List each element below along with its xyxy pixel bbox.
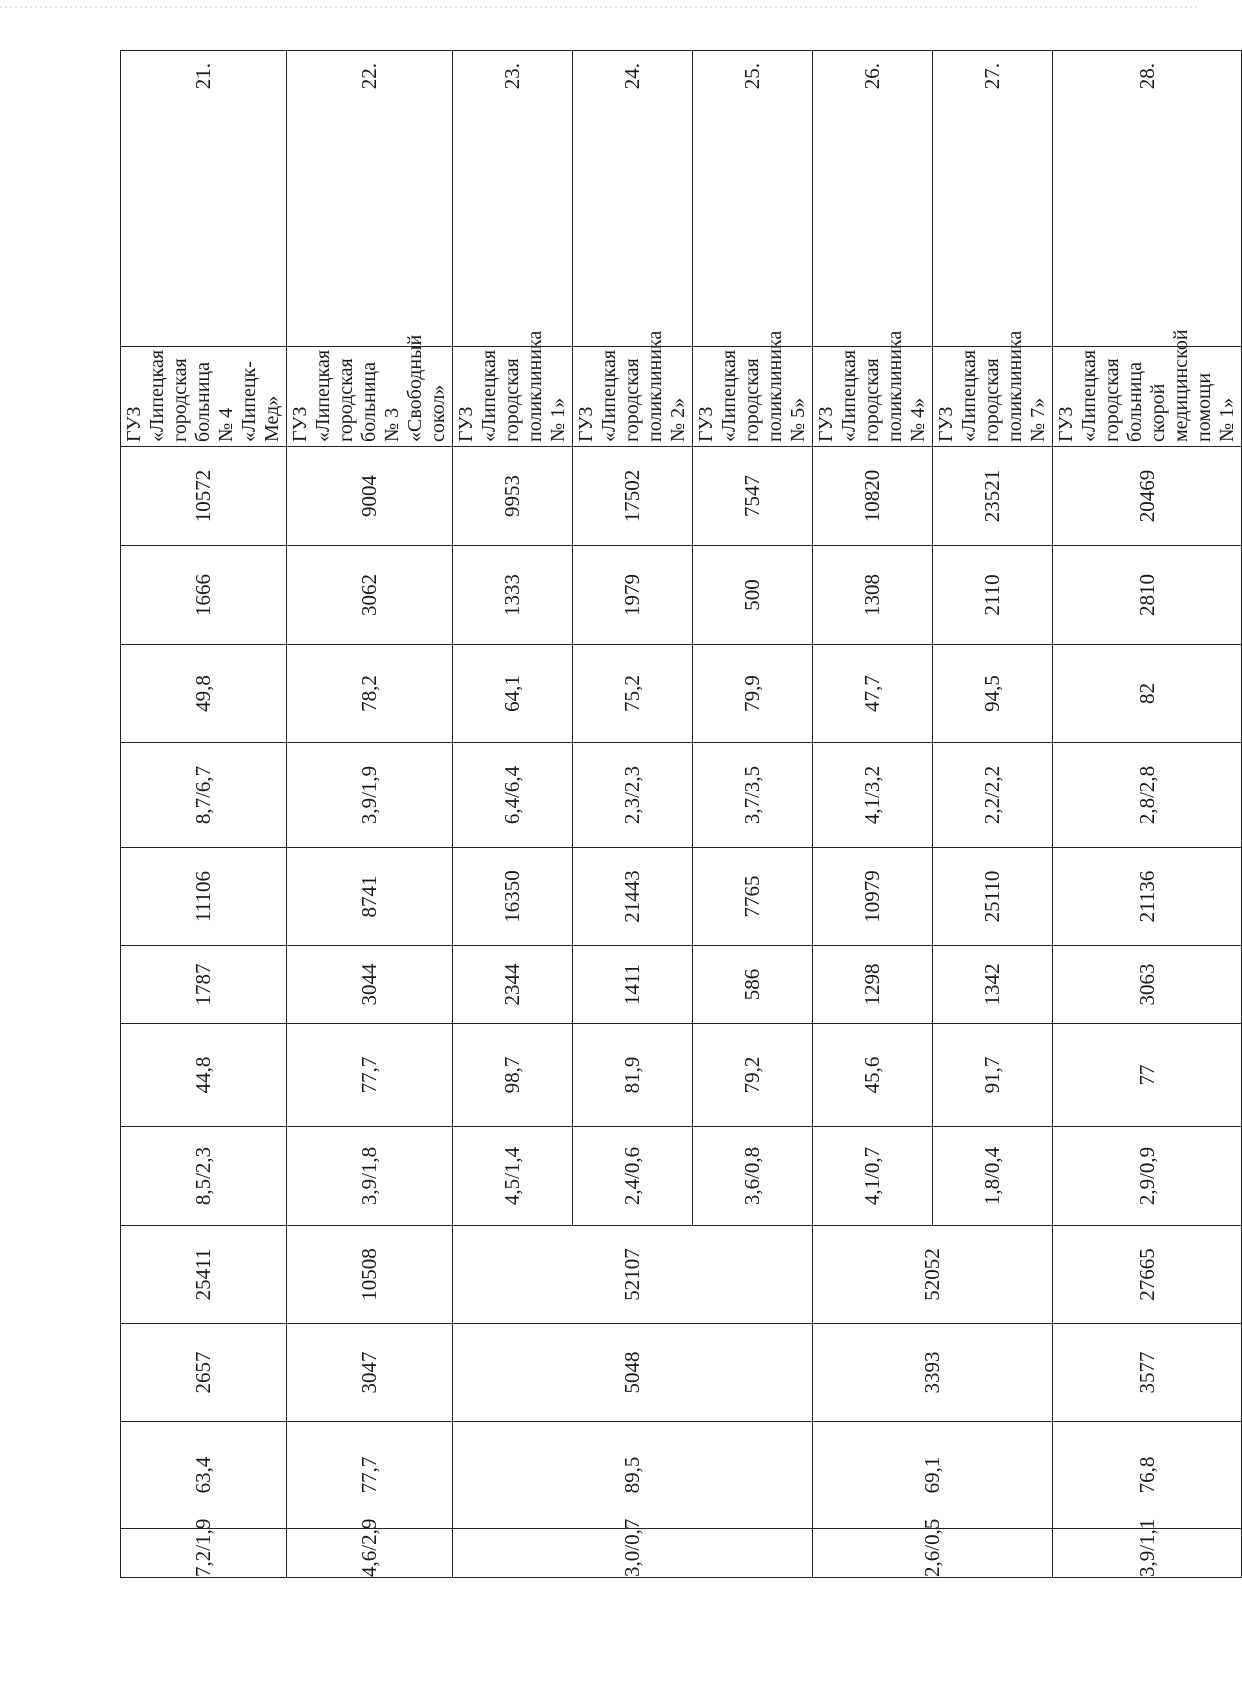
cell-c3: 94,5 xyxy=(933,645,1053,743)
cell-c6: 1787 xyxy=(121,946,287,1024)
table-row xyxy=(813,51,933,1578)
cell-c5: 21136 xyxy=(1053,848,1242,946)
cell-g2: 2657 xyxy=(121,1324,287,1422)
cell-c7: 98,7 xyxy=(453,1024,573,1127)
cell-c7: 81,9 xyxy=(573,1024,693,1127)
cell-g4: 2,6/0,5 xyxy=(813,1529,1053,1578)
cell-c7: 91,7 xyxy=(933,1024,1053,1127)
cell-row-number: 26. xyxy=(813,51,933,347)
cell-c1: 23521 xyxy=(933,447,1053,546)
cell-c5: 16350 xyxy=(453,848,573,946)
cell-c4: 3,9/1,9 xyxy=(287,743,453,848)
cell-c3: 82 xyxy=(1053,645,1242,743)
cell-row-number: 28. xyxy=(1053,51,1242,347)
cell-c4: 3,7/3,5 xyxy=(693,743,813,848)
cell-c1: 17502 xyxy=(573,447,693,546)
cell-c5: 25110 xyxy=(933,848,1053,946)
cell-c3: 47,7 xyxy=(813,645,933,743)
statistics-table xyxy=(120,50,1242,1578)
cell-g1: 25411 xyxy=(121,1226,287,1324)
cell-c7: 79,2 xyxy=(693,1024,813,1127)
cell-institution-name: ГУЗ «Липецкая городская больница № 4 «Липецк-Мед» xyxy=(121,347,287,447)
cell-g4: 7,2/1,9 xyxy=(121,1529,287,1578)
cell-c4: 2,2/2,2 xyxy=(933,743,1053,848)
cell-c6: 3044 xyxy=(287,946,453,1024)
cell-c8: 8,5/2,3 xyxy=(121,1127,287,1226)
cell-g3: 77,7 xyxy=(287,1422,453,1529)
cell-institution-name: ГУЗ «Липецкая городская поликлиника № 4» xyxy=(813,347,933,447)
cell-g4: 3,9/1,1 xyxy=(1053,1529,1242,1578)
cell-c2: 1979 xyxy=(573,546,693,645)
cell-institution-name: ГУЗ «Липецкая городская поликлиника № 7» xyxy=(933,347,1053,447)
cell-g2: 5048 xyxy=(453,1324,813,1422)
cell-c4: 2,3/2,3 xyxy=(573,743,693,848)
cell-c8: 1,8/0,4 xyxy=(933,1127,1053,1226)
cell-c7: 77 xyxy=(1053,1024,1242,1127)
table-row xyxy=(1053,51,1242,1578)
cell-c5: 7765 xyxy=(693,848,813,946)
cell-g3: 69,1 xyxy=(813,1422,1053,1529)
cell-c3: 79,9 xyxy=(693,645,813,743)
scan-artifact-line xyxy=(0,6,1200,8)
cell-g2: 3577 xyxy=(1053,1324,1242,1422)
cell-c8: 4,5/1,4 xyxy=(453,1127,573,1226)
cell-g4: 4,6/2,9 xyxy=(287,1529,453,1578)
cell-c2: 3062 xyxy=(287,546,453,645)
cell-g3: 76,8 xyxy=(1053,1422,1242,1529)
cell-c1: 10820 xyxy=(813,447,933,546)
cell-c8: 4,1/0,7 xyxy=(813,1127,933,1226)
cell-c4: 6,4/6,4 xyxy=(453,743,573,848)
cell-c1: 9004 xyxy=(287,447,453,546)
table-row xyxy=(121,51,287,1578)
cell-g2: 3393 xyxy=(813,1324,1053,1422)
cell-g3: 63,4 xyxy=(121,1422,287,1529)
cell-c8: 3,6/0,8 xyxy=(693,1127,813,1226)
cell-row-number: 22. xyxy=(287,51,453,347)
cell-c1: 9953 xyxy=(453,447,573,546)
cell-c3: 49,8 xyxy=(121,645,287,743)
cell-institution-name: ГУЗ «Липецкая городская поликлиника № 5» xyxy=(693,347,813,447)
cell-c8: 2,4/0,6 xyxy=(573,1127,693,1226)
cell-c2: 1666 xyxy=(121,546,287,645)
cell-c4: 4,1/3,2 xyxy=(813,743,933,848)
cell-c5: 10979 xyxy=(813,848,933,946)
cell-c1: 10572 xyxy=(121,447,287,546)
cell-g3: 89,5 xyxy=(453,1422,813,1529)
cell-c3: 78,2 xyxy=(287,645,453,743)
cell-c8: 3,9/1,8 xyxy=(287,1127,453,1226)
cell-c6: 3063 xyxy=(1053,946,1242,1024)
cell-c6: 1411 xyxy=(573,946,693,1024)
cell-c3: 75,2 xyxy=(573,645,693,743)
table-row xyxy=(287,51,453,1578)
cell-c7: 44,8 xyxy=(121,1024,287,1127)
cell-g1: 27665 xyxy=(1053,1226,1242,1324)
cell-c7: 45,6 xyxy=(813,1024,933,1127)
cell-row-number: 24. xyxy=(573,51,693,347)
cell-c2: 1308 xyxy=(813,546,933,645)
cell-c5: 21443 xyxy=(573,848,693,946)
cell-c6: 1298 xyxy=(813,946,933,1024)
cell-g4: 3,0/0,7 xyxy=(453,1529,813,1578)
cell-c1: 7547 xyxy=(693,447,813,546)
cell-c6: 1342 xyxy=(933,946,1053,1024)
cell-c6: 2344 xyxy=(453,946,573,1024)
cell-row-number: 27. xyxy=(933,51,1053,347)
cell-institution-name: ГУЗ «Липецкая городская поликлиника № 1» xyxy=(453,347,573,447)
cell-c2: 2810 xyxy=(1053,546,1242,645)
rotated-table-wrapper xyxy=(120,63,1238,1578)
cell-row-number: 23. xyxy=(453,51,573,347)
cell-c2: 2110 xyxy=(933,546,1053,645)
cell-institution-name: ГУЗ «Липецкая городская больница № 3 «Свободный сокол» xyxy=(287,347,453,447)
cell-c8: 2,9/0,9 xyxy=(1053,1127,1242,1226)
cell-c2: 1333 xyxy=(453,546,573,645)
cell-c4: 2,8/2,8 xyxy=(1053,743,1242,848)
cell-g2: 3047 xyxy=(287,1324,453,1422)
cell-c3: 64,1 xyxy=(453,645,573,743)
cell-institution-name: ГУЗ «Липецкая городская больница скорой медицинской помощи № 1» xyxy=(1053,347,1242,447)
cell-c2: 500 xyxy=(693,546,813,645)
cell-row-number: 21. xyxy=(121,51,287,347)
cell-row-number: 25. xyxy=(693,51,813,347)
cell-g1: 10508 xyxy=(287,1226,453,1324)
cell-g1: 52052 xyxy=(813,1226,1053,1324)
table-row xyxy=(453,51,573,1578)
cell-c5: 8741 xyxy=(287,848,453,946)
cell-c7: 77,7 xyxy=(287,1024,453,1127)
cell-c1: 20469 xyxy=(1053,447,1242,546)
cell-g1: 52107 xyxy=(453,1226,813,1324)
cell-c5: 11106 xyxy=(121,848,287,946)
cell-institution-name: ГУЗ «Липецкая городская поликлиника № 2» xyxy=(573,347,693,447)
cell-c6: 586 xyxy=(693,946,813,1024)
cell-c4: 8,7/6,7 xyxy=(121,743,287,848)
